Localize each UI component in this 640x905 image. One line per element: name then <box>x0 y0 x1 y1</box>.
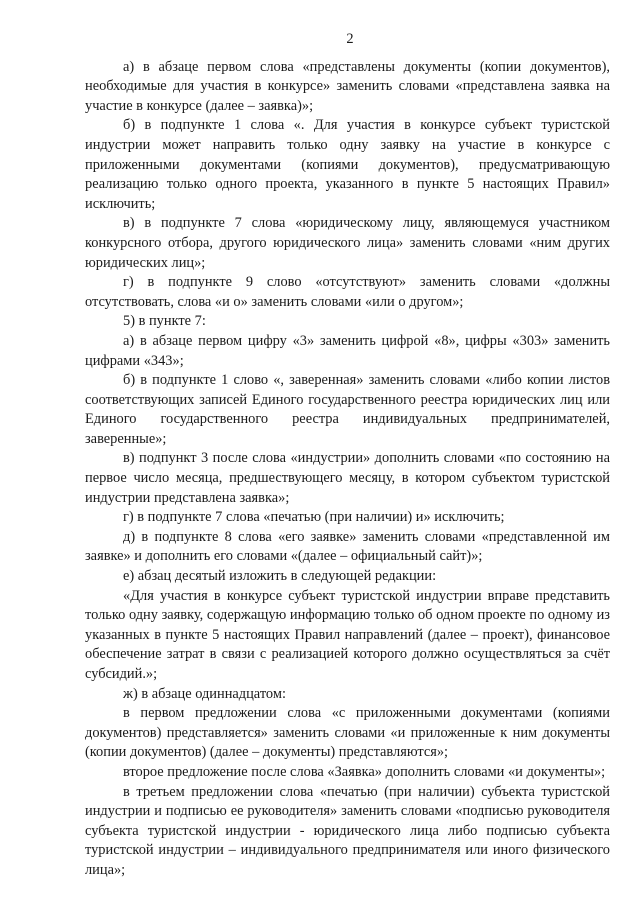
paragraph-quoted-text: «Для участия в конкурсе субъект туристской индустрии вправе представить только одну заявку, содержащую информацию только об одном проекте по одному из указанных в пункте 5 настоящих Правил направлений (далее – проект), финансовое обеспечение затрат в связи с реализацией которого должно осуществляться за счёт субсидий.»; <box>85 587 610 682</box>
paragraph-3g: г) в подпункте 9 слово «отсутствуют» заменить словами «должны отсутствовать, слова «и о» заменить словами «или о другом»; <box>85 274 610 310</box>
paragraph-3v: в) в подпункте 7 слова «юридическому лицу, являющемуся участником конкурсного отбора, другого юридического лица» заменить словами «ним других юридических лиц»; <box>85 215 610 271</box>
paragraph-5e: е) абзац десятый изложить в следующей редакции: <box>123 568 437 585</box>
paragraph-5d: д) в подпункте 8 слова «его заявке» заменить словами «представленной им заявке» и дополнить его словами «(далее – официальный сайт)»; <box>85 528 610 565</box>
paragraph-5g: г) в подпункте 7 слова «печатью (при наличии) и» исключить; <box>123 509 505 526</box>
paragraph-second-sentence: второе предложение после слова «Заявка» дополнить словами «и документы»; <box>123 763 606 780</box>
paragraph-3b: б) в подпункте 1 слова «. Для участия в конкурсе субъект туристской индустрии может направить только одну заявку на участие в конкурсе с приложенными документами (копиями документов), предусматривающую реализацию только одного проекта, указанного в пункте 5 настоящих Правил» исключить; <box>85 117 610 212</box>
paragraph-5b: б) в подпункте 1 слово «, заверенная» заменить словами «либо копии листов соответствующих записей Единого государственного реестра юридических лиц или Единого государственного реестра индивидуальных предпринимателей, заверенные»; <box>85 372 610 447</box>
paragraph-5a: а) в абзаце первом цифру «3» заменить цифрой «8», цифры «303» заменить цифрами «343»; <box>85 332 610 369</box>
paragraph-first-sentence: в первом предложении слова «с приложенными документами (копиями документов) представляется» заменить словами «и приложенные к ним документы (копии документов) (далее – документы) представляются»; <box>85 705 610 761</box>
paragraph-item-5: 5) в пункте 7: <box>123 313 206 330</box>
paragraph-5v: в) подпункт 3 после слова «индустрии» дополнить словами «по состоянию на первое число месяца, предшествующего месяцу, в котором субъектом туристской индустрии представлена заявка»; <box>85 450 610 506</box>
page-number: 2 <box>346 31 354 47</box>
document-body <box>85 58 610 881</box>
paragraph-third-sentence: в третьем предложении слова «печатью (при наличии) субъекта туристской индустрии и подписью ее руководителя» заменить словами «подписью руководителя субъекта туристской индустрии - юридического лица либо подписью субъекта туристской индустрии – индивидуального предпринимателя или иного физического лица»; <box>85 783 610 878</box>
paragraph-5zh: ж) в абзаце одиннадцатом: <box>123 685 286 702</box>
paragraph-3a: а) в абзаце первом слова «представлены документы (копии документов), необходимые для участия в конкурсе» заменить словами «представлена заявка на участие в конкурсе (далее – заявка)»; <box>85 58 610 114</box>
